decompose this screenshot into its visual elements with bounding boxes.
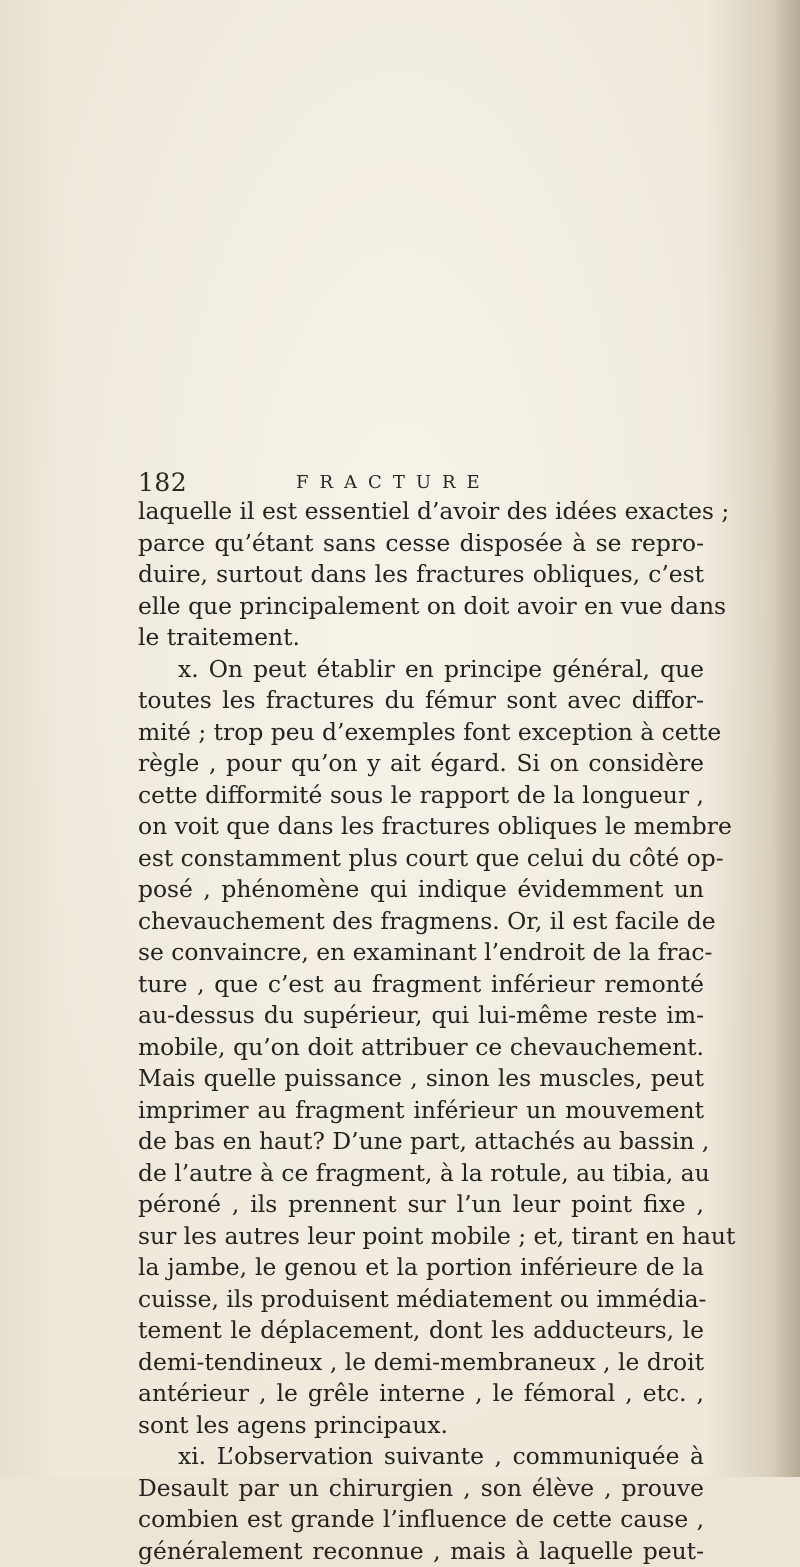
- text-line: demi-tendineux , le demi-membraneux , le droit: [138, 1347, 704, 1379]
- text-line: duire, surtout dans les fractures obliques, c’est: [138, 559, 704, 591]
- text-line: Desault par un chirurgien , son élève , prouve: [138, 1473, 704, 1505]
- running-head: FRACTURE: [296, 472, 491, 493]
- text-line: le traitement.: [138, 622, 704, 654]
- text-line: de l’autre à ce fragment, à la rotule, au tibia, au: [138, 1158, 704, 1190]
- text-line: mobile, qu’on doit attribuer ce chevauchement.: [138, 1032, 704, 1064]
- text-line: laquelle il est essentiel d’avoir des idées exactes ;: [138, 496, 704, 528]
- text-line: cette difformité sous le rapport de la longueur ,: [138, 780, 704, 812]
- text-line: tement le déplacement, dont les adducteurs, le: [138, 1315, 704, 1347]
- text-line: est constamment plus court que celui du côté op-: [138, 843, 704, 875]
- text-line: règle , pour qu’on y ait égard. Si on considère: [138, 748, 704, 780]
- text-line: ture , que c’est au fragment inférieur remonté: [138, 969, 704, 1001]
- text-line: combien est grande l’influence de cette cause ,: [138, 1504, 704, 1536]
- text-line: Mais quelle puissance , sinon les muscles, peut: [138, 1063, 704, 1095]
- text-line: sont les agens principaux.: [138, 1410, 704, 1442]
- text-line: au-dessus du supérieur, qui lui-même reste im-: [138, 1000, 704, 1032]
- text-line: cuisse, ils produisent médiatement ou immédia-: [138, 1284, 704, 1316]
- text-line: toutes les fractures du fémur sont avec diffor-: [138, 685, 704, 717]
- text-line: généralement reconnue , mais à laquelle peut-: [138, 1536, 704, 1567]
- page-number: 182: [138, 468, 187, 497]
- text-line: parce qu’étant sans cesse disposée à se repro-: [138, 528, 704, 560]
- text-line: antérieur , le grêle interne , le fémoral , etc. ,: [138, 1378, 704, 1410]
- text-line: se convaincre, en examinant l’endroit de la frac-: [138, 937, 704, 969]
- text-line: elle que principalement on doit avoir en vue dans: [138, 591, 704, 623]
- text-line: chevauchement des fragmens. Or, il est facile de: [138, 906, 704, 938]
- text-line: x. On peut établir en principe général, que: [138, 654, 704, 686]
- body-text: [138, 496, 704, 1567]
- text-line: la jambe, le genou et la portion inférieure de la: [138, 1252, 704, 1284]
- text-line: de bas en haut? D’une part, attachés au bassin ,: [138, 1126, 704, 1158]
- text-line: péroné , ils prennent sur l’un leur point fixe ,: [138, 1189, 704, 1221]
- text-line: sur les autres leur point mobile ; et, tirant en haut: [138, 1221, 704, 1253]
- text-line: xi. L’observation suivante , communiquée à: [138, 1441, 704, 1473]
- page-gutter-shadow: [772, 0, 800, 1477]
- text-line: posé , phénomène qui indique évidemment un: [138, 874, 704, 906]
- text-line: imprimer au fragment inférieur un mouvement: [138, 1095, 704, 1127]
- text-line: mité ; trop peu d’exemples font exception à cette: [138, 717, 704, 749]
- text-line: on voit que dans les fractures obliques le membre: [138, 811, 704, 843]
